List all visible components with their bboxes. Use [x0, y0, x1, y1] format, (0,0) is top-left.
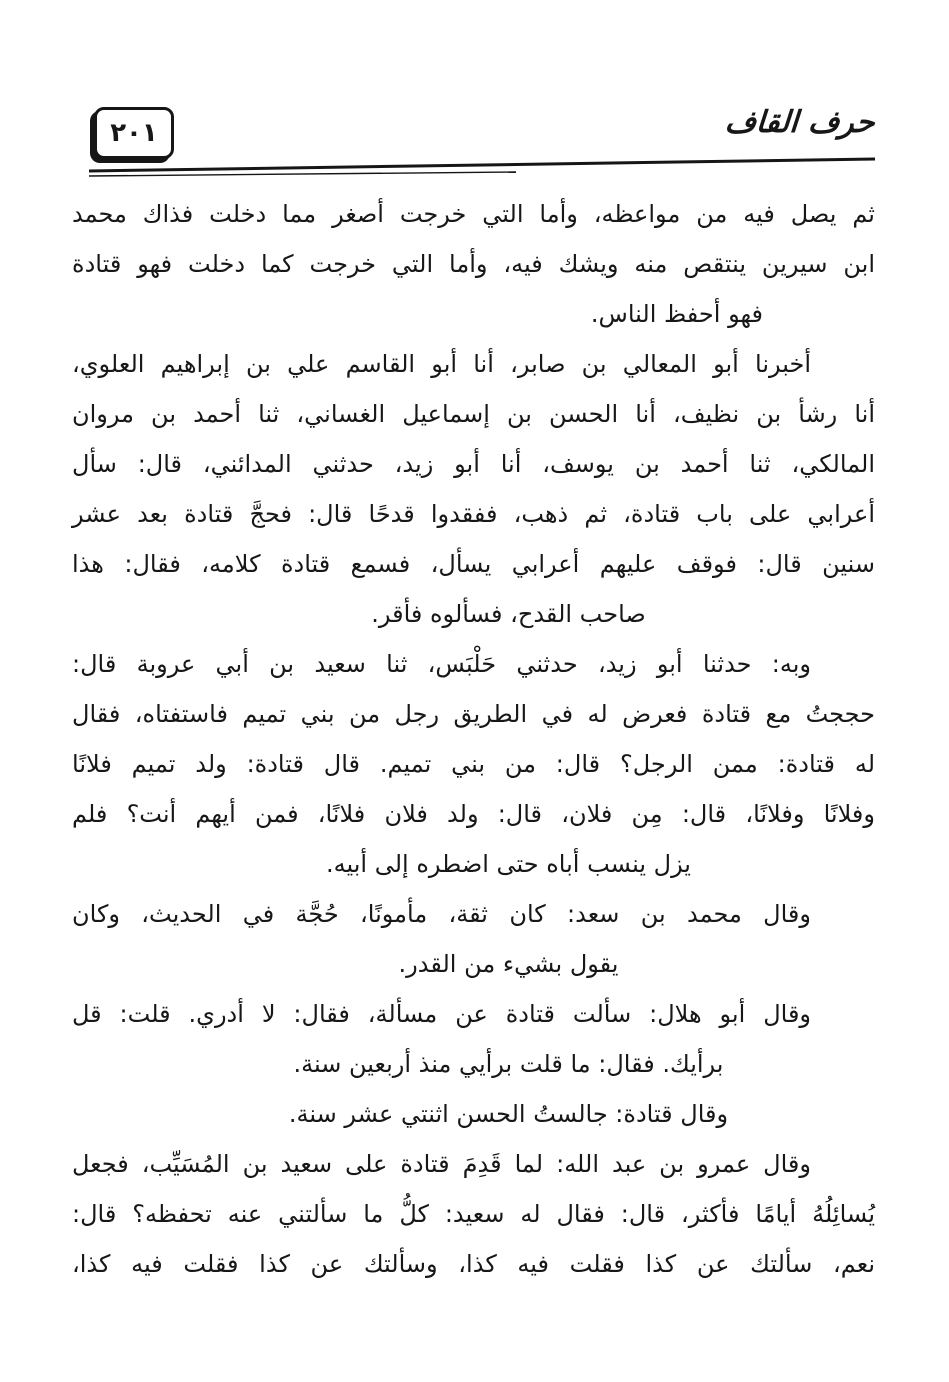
- text-line: ثم يصل فيه من مواعظه، وأما التي خرجت أصغر مما دخلت فذاك محمد: [72, 200, 875, 228]
- text-line: ابن سيرين ينتقص منه ويشك فيه، وأما التي خرجت كما دخلت فهو قتادة: [72, 250, 875, 278]
- text-line: فهو أحفظ الناس.: [590, 300, 763, 328]
- text-line: نعم، سألتك عن كذا فقلت فيه كذا، وسألتك عن كذا فقلت فيه كذا،: [72, 1250, 875, 1278]
- text-line: وقال عمرو بن عبد الله: لما قَدِمَ قتادة على سعيد بن المُسَيِّب، فجعل: [72, 1150, 811, 1178]
- text-line: وقال قتادة: جالستُ الحسن اثنتي عشر سنة.: [288, 1100, 729, 1128]
- text-line: برأيك. فقال: ما قلت برأيي منذ أربعين سنة.: [293, 1050, 724, 1078]
- paragraph: [72, 889, 875, 989]
- text-line: يزل ينسب أباه حتى اضطره إلى أبيه.: [326, 850, 691, 878]
- text-line: وقال أبو هلال: سألت قتادة عن مسألة، فقال: لا أدري. قلت: قل: [72, 1000, 811, 1028]
- paragraph: [72, 189, 875, 339]
- page-number: ٢٠١: [110, 118, 158, 148]
- header-rule-line: [86, 152, 878, 178]
- text-line: أعرابي على باب قتادة، ثم ذهب، ففقدوا قدحًا قال: فحجَّ قتادة بعد عشر: [72, 500, 875, 528]
- paragraph: [72, 339, 875, 639]
- section-title: حرف القاف: [724, 105, 877, 140]
- text-line: حججتُ مع قتادة فعرض له في الطريق رجل من بني تميم فاستفتاه، فقال: [72, 700, 875, 728]
- text-line: وبه: حدثنا أبو زيد، حدثني حَلْبَس، ثنا سعيد بن أبي عروبة قال:: [72, 650, 811, 678]
- text-line: يُسائِلُهُ أيامًا فأكثر، قال: فقال له سعيد: كلُّ ما سألتني عنه تحفظه؟ قال:: [72, 1200, 875, 1228]
- text-line: يقول بشيء من القدر.: [398, 950, 619, 978]
- text-line: أنا رشأ بن نظيف، أنا الحسن بن إسماعيل الغساني، ثنا أحمد بن مروان: [72, 400, 875, 428]
- text-body: [72, 189, 875, 1289]
- text-line: أخبرنا أبو المعالي بن صابر، أنا أبو القاسم علي بن إبراهيم العلوي،: [72, 350, 811, 378]
- text-line: وقال محمد بن سعد: كان ثقة، مأمونًا، حُجَّة في الحديث، وكان: [72, 900, 811, 928]
- paragraph: [72, 1139, 875, 1289]
- text-line: وفلانًا وفلانًا، قال: مِن فلان، قال: ولد فلان فلانًا، فمن أيهم أنت؟ فلم: [72, 800, 875, 828]
- paragraph: [72, 1089, 875, 1139]
- paragraph: [72, 989, 875, 1089]
- paragraph: [72, 639, 875, 889]
- text-line: سنين قال: فوقف عليهم أعرابي يسأل، فسمع قتادة كلامه، فقال: هذا: [72, 550, 875, 578]
- text-line: المالكي، ثنا أحمد بن يوسف، أنا أبو زيد، حدثني المدائني، قال: سأل: [72, 450, 875, 478]
- text-line: له قتادة: ممن الرجل؟ قال: من بني تميم. قال قتادة: ولد تميم فلانًا: [72, 750, 875, 778]
- text-line: صاحب القدح، فسألوه فأقر.: [371, 600, 646, 628]
